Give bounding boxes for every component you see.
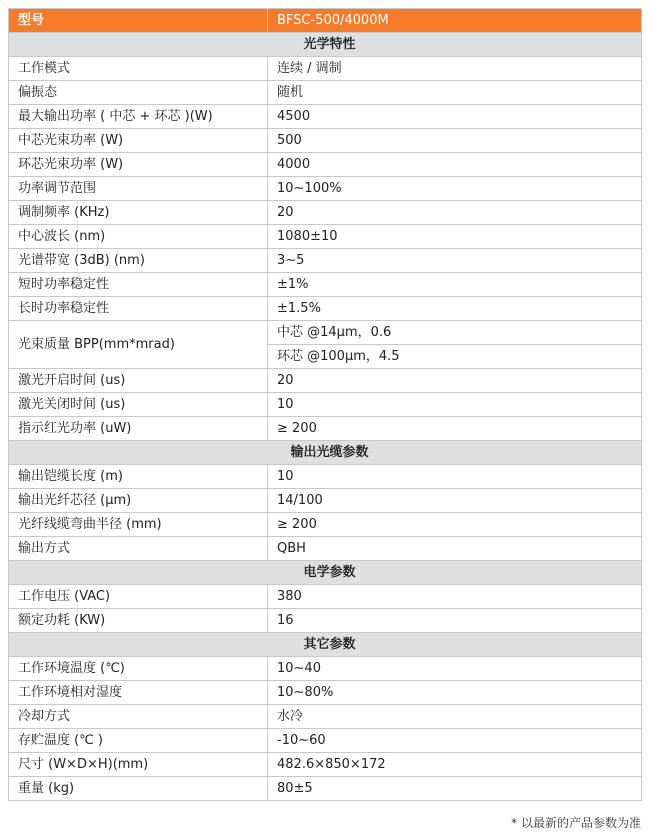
param-value: 482.6×850×172 xyxy=(268,753,642,777)
table-row xyxy=(9,585,642,609)
param-value: 1080±10 xyxy=(268,225,642,249)
param-label: 短时功率稳定性 xyxy=(9,273,268,297)
table-row xyxy=(9,465,642,489)
param-label: 最大输出功率 ( 中芯 + 环芯 )(W) xyxy=(9,105,268,129)
table-header-row xyxy=(9,9,642,33)
table-row xyxy=(9,729,642,753)
param-value: 20 xyxy=(268,369,642,393)
param-value: 水冷 xyxy=(268,705,642,729)
section-title: 其它参数 xyxy=(9,633,642,657)
param-label: 中芯光束功率 (W) xyxy=(9,129,268,153)
table-row xyxy=(9,537,642,561)
param-label: 环芯光束功率 (W) xyxy=(9,153,268,177)
table-row xyxy=(9,297,642,321)
section-header-row xyxy=(9,33,642,57)
param-label: 输出铠缆长度 (m) xyxy=(9,465,268,489)
section-title: 输出光缆参数 xyxy=(9,441,642,465)
table-row xyxy=(9,321,642,345)
param-label: 光束质量 BPP(mm*mrad) xyxy=(9,321,268,369)
param-label: 尺寸 (W×D×H)(mm) xyxy=(9,753,268,777)
table-row xyxy=(9,705,642,729)
table-row xyxy=(9,777,642,801)
param-label: 激光关闭时间 (us) xyxy=(9,393,268,417)
param-value: 16 xyxy=(268,609,642,633)
table-row xyxy=(9,249,642,273)
table-row xyxy=(9,489,642,513)
table-row xyxy=(9,225,642,249)
footnote: * 以最新的产品参数为准 xyxy=(511,816,641,830)
param-value: 中芯 @14μm，0.6 xyxy=(268,321,642,345)
param-value: 10~40 xyxy=(268,657,642,681)
table-row xyxy=(9,201,642,225)
param-value: 380 xyxy=(268,585,642,609)
table-row xyxy=(9,105,642,129)
table-row xyxy=(9,369,642,393)
param-label: 输出方式 xyxy=(9,537,268,561)
param-value: 10~100% xyxy=(268,177,642,201)
param-label: 调制频率 (KHz) xyxy=(9,201,268,225)
param-label: 重量 (kg) xyxy=(9,777,268,801)
param-value: 10 xyxy=(268,393,642,417)
param-label: 中心波长 (nm) xyxy=(9,225,268,249)
spec-table xyxy=(8,8,642,801)
param-value: 10~80% xyxy=(268,681,642,705)
table-row xyxy=(9,657,642,681)
param-label: 额定功耗 (KW) xyxy=(9,609,268,633)
model-label: 型号 xyxy=(9,9,268,33)
table-row xyxy=(9,153,642,177)
param-label: 光谱带宽 (3dB) (nm) xyxy=(9,249,268,273)
table-row xyxy=(9,393,642,417)
spec-body xyxy=(9,33,642,801)
param-value: 3~5 xyxy=(268,249,642,273)
param-value: 14/100 xyxy=(268,489,642,513)
table-row xyxy=(9,753,642,777)
param-label: 光纤线缆弯曲半径 (mm) xyxy=(9,513,268,537)
param-label: 指示红光功率 (uW) xyxy=(9,417,268,441)
param-label: 偏振态 xyxy=(9,81,268,105)
table-row xyxy=(9,513,642,537)
param-value: 环芯 @100μm，4.5 xyxy=(268,345,642,369)
section-header-row xyxy=(9,441,642,465)
param-value: 80±5 xyxy=(268,777,642,801)
param-value: 4000 xyxy=(268,153,642,177)
model-value: BFSC-500/4000M xyxy=(268,9,642,33)
param-label: 功率调节范围 xyxy=(9,177,268,201)
param-label: 输出光纤芯径 (μm) xyxy=(9,489,268,513)
param-label: 长时功率稳定性 xyxy=(9,297,268,321)
table-row xyxy=(9,81,642,105)
param-value: 连续 / 调制 xyxy=(268,57,642,81)
section-title: 光学特性 xyxy=(9,33,642,57)
section-title: 电学参数 xyxy=(9,561,642,585)
param-value: ±1.5% xyxy=(268,297,642,321)
param-value: ±1% xyxy=(268,273,642,297)
param-value: 500 xyxy=(268,129,642,153)
param-label: 冷却方式 xyxy=(9,705,268,729)
param-label: 工作环境相对湿度 xyxy=(9,681,268,705)
table-row xyxy=(9,57,642,81)
param-value: 20 xyxy=(268,201,642,225)
param-value: -10~60 xyxy=(268,729,642,753)
param-label: 工作环境温度 (℃) xyxy=(9,657,268,681)
table-row xyxy=(9,129,642,153)
param-value: ≥ 200 xyxy=(268,417,642,441)
param-value: QBH xyxy=(268,537,642,561)
param-label: 工作模式 xyxy=(9,57,268,81)
table-row xyxy=(9,681,642,705)
param-value: ≥ 200 xyxy=(268,513,642,537)
table-row xyxy=(9,417,642,441)
param-value: 10 xyxy=(268,465,642,489)
param-value: 4500 xyxy=(268,105,642,129)
table-row xyxy=(9,177,642,201)
table-row xyxy=(9,609,642,633)
param-label: 存贮温度 (℃ ) xyxy=(9,729,268,753)
section-header-row xyxy=(9,633,642,657)
section-header-row xyxy=(9,561,642,585)
param-value: 随机 xyxy=(268,81,642,105)
param-label: 工作电压 (VAC) xyxy=(9,585,268,609)
param-label: 激光开启时间 (us) xyxy=(9,369,268,393)
table-row xyxy=(9,273,642,297)
